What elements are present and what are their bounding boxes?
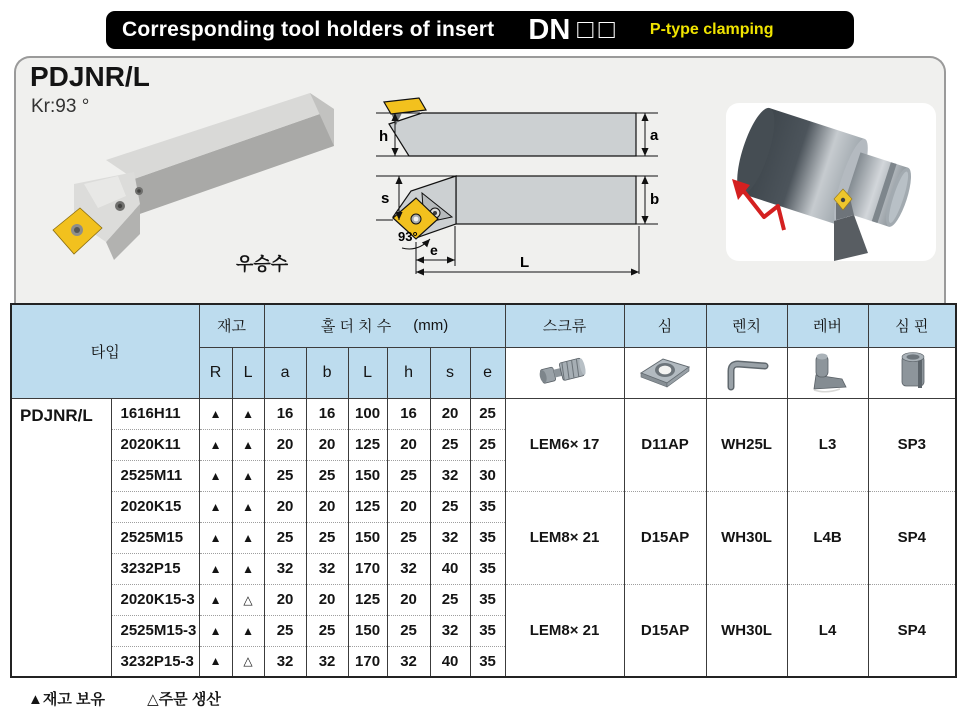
size-cell: 2020K15-3 [111, 584, 199, 615]
col-shim-pin: 심 핀 [868, 304, 956, 347]
dim-L-cell: 170 [348, 646, 387, 677]
dim-b-cell: 20 [306, 584, 348, 615]
table-row [11, 584, 956, 615]
stock-r-cell: ▲ [199, 398, 232, 429]
workpiece-turning-image [726, 103, 936, 261]
spec-table [10, 303, 957, 678]
dim-b-cell: 25 [306, 615, 348, 646]
page-title: PDJNR/L [30, 61, 150, 92]
shim-pin-cell: SP4 [868, 491, 956, 584]
size-cell: 3232P15-3 [111, 646, 199, 677]
screw-cell: LEM8× 21 [505, 491, 624, 584]
lever-cell: L3 [787, 398, 868, 491]
dim-e-cell: 30 [470, 460, 505, 491]
col-dim-h: h [387, 347, 430, 398]
col-type: 타입 [11, 304, 199, 398]
dim-e-cell: 35 [470, 584, 505, 615]
angle-93-label: 93° [398, 229, 418, 244]
dim-a-cell: 25 [264, 522, 306, 553]
clamp-type-badge: P-type clamping [649, 21, 774, 38]
dim-a-cell: 20 [264, 584, 306, 615]
lever-cell: L4 [787, 584, 868, 677]
dim-b-label: b [650, 191, 660, 208]
col-dim-b: b [306, 347, 348, 398]
col-dimensions [264, 304, 505, 347]
dim-h-cell: 25 [387, 522, 430, 553]
dim-h-cell: 16 [387, 398, 430, 429]
lever-icon [802, 349, 854, 393]
dim-L-cell: 170 [348, 553, 387, 584]
dim-L-cell: 125 [348, 584, 387, 615]
dim-a-label: a [650, 127, 659, 144]
dim-L-cell: 100 [348, 398, 387, 429]
stock-r-cell: ▲ [199, 522, 232, 553]
tool-holder-3d-image [22, 84, 362, 264]
shim-pin-icon-cell [868, 347, 956, 398]
stock-l-cell: ▲ [232, 460, 264, 491]
dim-h-cell: 20 [387, 584, 430, 615]
size-cell: 2020K11 [111, 429, 199, 460]
dim-b-cell: 16 [306, 398, 348, 429]
wrench-cell: WH25L [706, 398, 787, 491]
stock-r-cell: ▲ [199, 584, 232, 615]
dim-s-cell: 40 [430, 553, 470, 584]
screw-icon [535, 351, 595, 391]
workpiece-cylinder [730, 104, 921, 243]
dim-b-cell: 20 [306, 429, 348, 460]
type-name-cell: PDJNR/L [11, 398, 111, 677]
dim-s-cell: 32 [430, 615, 470, 646]
dim-h-cell: 20 [387, 491, 430, 522]
stock-r-cell: ▲ [199, 553, 232, 584]
dim-s-cell: 20 [430, 398, 470, 429]
tool-shank-photo [834, 215, 868, 261]
shim-icon [633, 351, 697, 391]
stock-l-cell: △ [232, 584, 264, 615]
dim-a-cell: 20 [264, 491, 306, 522]
col-stock-r: R [199, 347, 232, 398]
dim-e-cell: 35 [470, 491, 505, 522]
dim-a-cell: 32 [264, 553, 306, 584]
col-lever: 레버 [787, 304, 868, 347]
dim-e-cell: 35 [470, 553, 505, 584]
dim-e-cell: 25 [470, 398, 505, 429]
size-cell: 1616H11 [111, 398, 199, 429]
dim-h-cell: 25 [387, 460, 430, 491]
hand-of-tool-label: 우승수 [236, 254, 289, 274]
dim-s-cell: 40 [430, 646, 470, 677]
screw-cell: LEM6× 17 [505, 398, 624, 491]
shim-cell: D15AP [624, 491, 706, 584]
dim-e-cell: 35 [470, 522, 505, 553]
insert-code-boxes: □□ [577, 13, 620, 44]
stock-l-cell: ▲ [232, 429, 264, 460]
dim-a-cell: 32 [264, 646, 306, 677]
legend-made-to-order: △주문 생산 [147, 691, 221, 708]
shim-pin-cell: SP3 [868, 398, 956, 491]
stock-l-cell: ▲ [232, 491, 264, 522]
stock-l-cell: ▲ [232, 615, 264, 646]
lever-cell: L4B [787, 491, 868, 584]
dim-s-cell: 25 [430, 584, 470, 615]
dim-h-cell: 32 [387, 553, 430, 584]
dim-b-cell: 25 [306, 460, 348, 491]
dim-h-cell: 20 [387, 429, 430, 460]
col-screw: 스크류 [505, 304, 624, 347]
dim-L-label: L [520, 254, 530, 271]
dim-L-cell: 150 [348, 460, 387, 491]
dim-e-cell: 25 [470, 429, 505, 460]
dim-b-cell: 25 [306, 522, 348, 553]
col-dim-s: s [430, 347, 470, 398]
dim-e-cell: 35 [470, 646, 505, 677]
size-cell: 2525M15-3 [111, 615, 199, 646]
dim-e-cell: 35 [470, 615, 505, 646]
col-stock-l: L [232, 347, 264, 398]
machining-photo-card [726, 103, 936, 261]
screw-cell: LEM8× 21 [505, 584, 624, 677]
page-banner [106, 11, 854, 49]
wrench-cell: WH30L [706, 584, 787, 677]
col-shim: 심 [624, 304, 706, 347]
col-dim-e: e [470, 347, 505, 398]
dim-b-cell: 32 [306, 646, 348, 677]
lead-angle-label: Kr:93 ° [31, 96, 90, 117]
stock-l-cell: ▲ [232, 522, 264, 553]
size-cell: 2525M15 [111, 522, 199, 553]
col-wrench: 렌치 [706, 304, 787, 347]
col-stock: 재고 [199, 304, 264, 347]
stock-r-cell: ▲ [199, 429, 232, 460]
wrench-cell: WH30L [706, 491, 787, 584]
dim-e-label: e [430, 242, 438, 258]
stock-r-cell: ▲ [199, 615, 232, 646]
dim-b-cell: 32 [306, 553, 348, 584]
stock-legend [28, 688, 259, 709]
shim-cell: D11AP [624, 398, 706, 491]
dim-s-cell: 25 [430, 491, 470, 522]
dim-s-cell: 25 [430, 429, 470, 460]
dim-h-cell: 32 [387, 646, 430, 677]
stock-r-cell: ▲ [199, 460, 232, 491]
dim-s-cell: 32 [430, 522, 470, 553]
dimension-diagram [362, 96, 664, 280]
dim-L-cell: 150 [348, 615, 387, 646]
stock-l-cell: △ [232, 646, 264, 677]
stock-l-cell: ▲ [232, 553, 264, 584]
dim-s-label: s [381, 190, 390, 207]
wrench-icon-cell [706, 347, 787, 398]
stock-l-cell: ▲ [232, 398, 264, 429]
insert-side-view [384, 98, 426, 114]
dim-h-label: h [379, 128, 389, 145]
dim-a-cell: 25 [264, 615, 306, 646]
shim-pin-icon [890, 348, 934, 394]
size-cell: 2020K15 [111, 491, 199, 522]
size-cell: 2525M11 [111, 460, 199, 491]
table-row [11, 491, 956, 522]
wrench-icon [719, 351, 775, 391]
dim-s-cell: 32 [430, 460, 470, 491]
dims-unit-label: (mm) [413, 317, 449, 335]
stock-r-cell: ▲ [199, 491, 232, 522]
col-dim-a: a [264, 347, 306, 398]
lever-icon-cell [787, 347, 868, 398]
size-cell: 3232P15 [111, 553, 199, 584]
banner-title: Corresponding tool holders of insert [122, 18, 495, 41]
dim-a-cell: 16 [264, 398, 306, 429]
insert-code [528, 14, 620, 47]
insert-code-prefix: DN [528, 13, 571, 46]
table-row [11, 398, 956, 429]
screw-icon-cell [505, 347, 624, 398]
shim-cell: D15AP [624, 584, 706, 677]
dim-L-cell: 125 [348, 491, 387, 522]
dim-L-cell: 125 [348, 429, 387, 460]
dim-a-cell: 20 [264, 429, 306, 460]
shim-icon-cell [624, 347, 706, 398]
stock-r-cell: ▲ [199, 646, 232, 677]
dims-label: 홀 더 치 수 [320, 318, 392, 336]
legend-in-stock: ▲재고 보유 [28, 691, 105, 708]
dim-L-cell: 150 [348, 522, 387, 553]
dim-b-cell: 20 [306, 491, 348, 522]
col-dim-L: L [348, 347, 387, 398]
dim-a-cell: 25 [264, 460, 306, 491]
shim-pin-cell: SP4 [868, 584, 956, 677]
dim-h-cell: 25 [387, 615, 430, 646]
